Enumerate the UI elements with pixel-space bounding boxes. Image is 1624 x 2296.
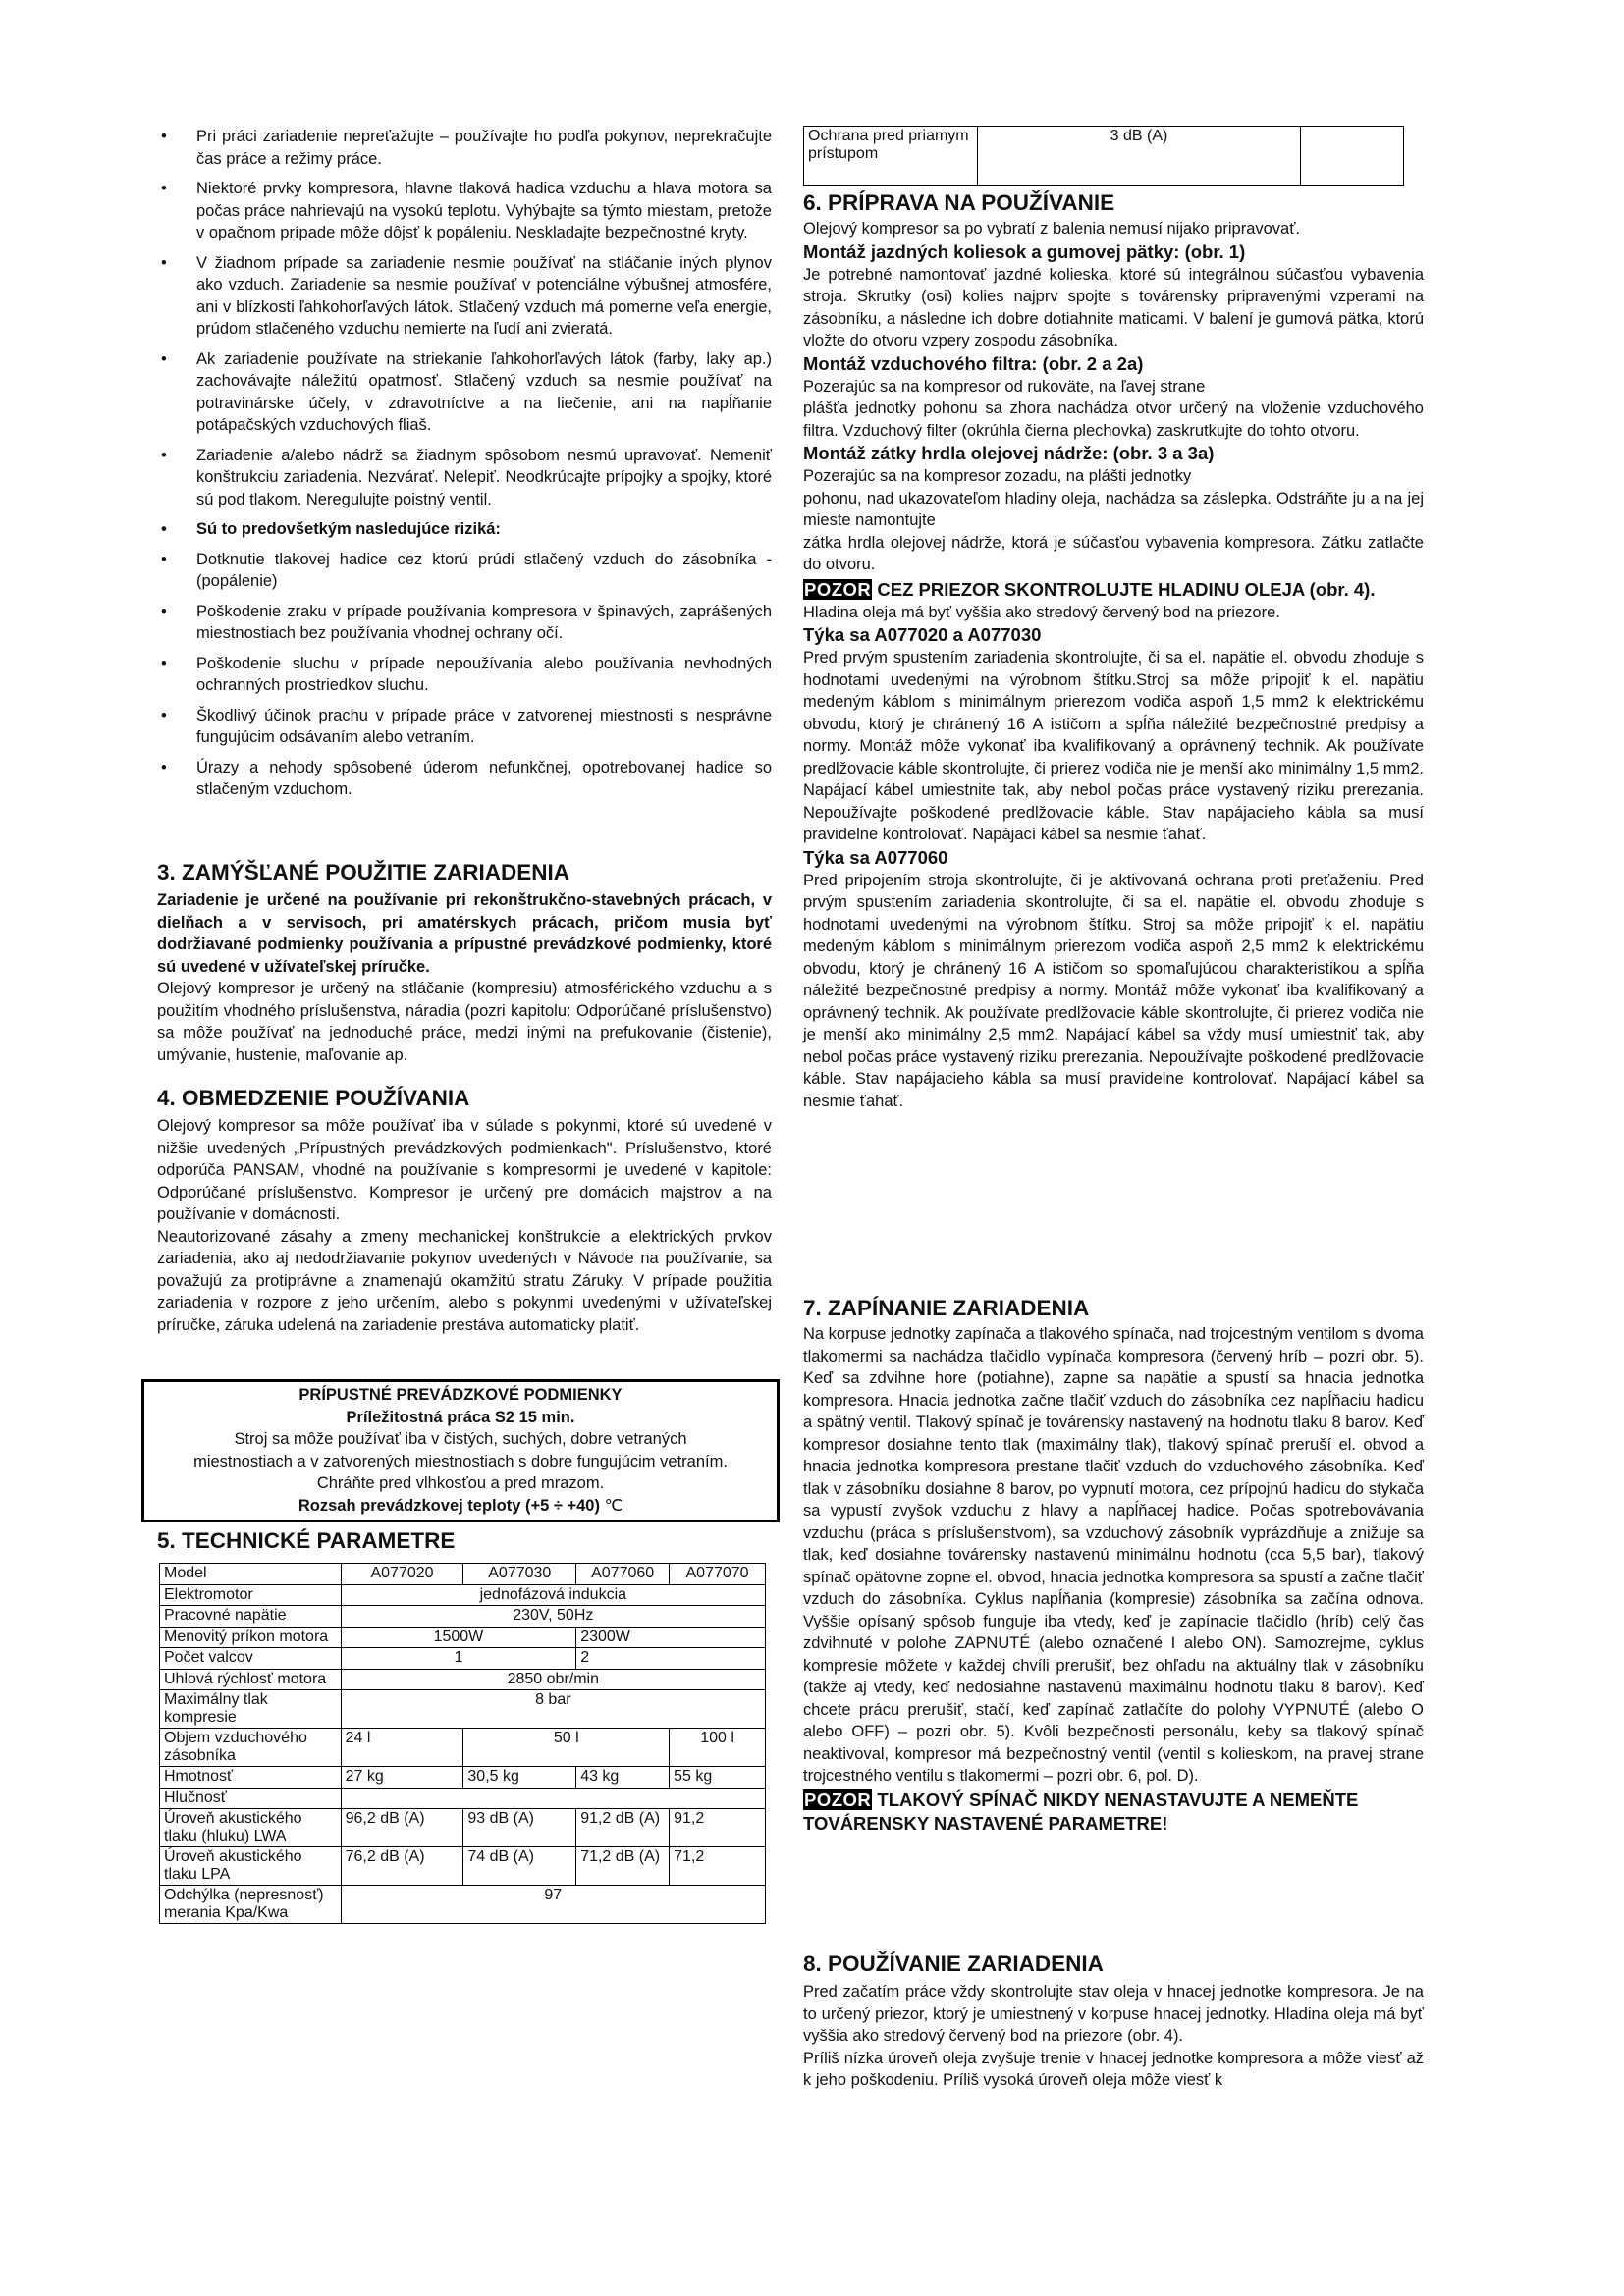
plug-text: Pozerajúc sa na kompresor zozadu, na plášti jednotky [803,467,1192,485]
oil-level-text: Hladina oleja má byť vyššia ako stredový červený bod na priezore. [803,603,1280,621]
filter-text: Pozerajúc sa na kompresor od rukoväte, na ľavej strane [803,377,1206,396]
section-switching [803,1296,1424,1836]
intended-use-bold: Zariadenie je určené na používanie pri rekonštrukčno-stavebných prácach, v dielňach a v servisoch, pri amatérskych prácach, pričom musia byť dodržiavané podmienky používania a prípustné prevádzkové podmienky, ktoré sú uvedené v užívateľskej príručke. [157,891,772,976]
table-cell: 1 [341,1648,576,1670]
safety-bullet-list [157,126,772,801]
bullet-icon: • [161,253,167,272]
table-cell: 55 kg [670,1767,766,1789]
table-cell: Odchýlka (nepresnosť) merania Kpa/Kwa [160,1886,342,1924]
section-title: 3. ZAMÝŠĽANÉ POUŽITIE ZARIADENIA [157,860,570,884]
list-item: • Poškodenie sluchu v prípade nepoužívania alebo používania nevhodných ochranných prostriedkov sluchu. [161,654,772,694]
table-cell: Úroveň akustického tlaku (hluku) LWA [160,1809,342,1847]
limitations-paragraph: Neautorizované zásahy a zmeny mechanickej konštrukcie a elektrických prvkov zariadenia, ako aj nedodržiavanie pokynov uvedených v Návode na používanie, sa považujú za protiprávne a znamenajú okamžitú stratu Záruky. V prípade použitia zariadenia v rozpore z jeho určením, alebo s pokynmi uvedenými v užívateľskej príručke, záruka udelená na zariadenie prestáva automaticky platiť. [157,1227,772,1334]
table-row [160,1767,766,1789]
section-title: 8. POUŽÍVANIE ZARIADENIA [803,1951,1104,1976]
list-item: • Zariadenie a/alebo nádrž sa žiadnym spôsobom nesmú upravovať. Nemeniť konštrukciu zariadenia. Nezvárať. Nelepiť. Neodkrúcajte prípojky a spojky, ktoré sú pod tlakom. Neregulujte poistný ventil. [161,446,772,508]
preparation-intro: Olejový kompresor sa po vybratí z balenia nemusí nijako pripravovať. [803,220,1301,238]
plug-text: pohonu, nad ukazovateľom hladiny oleja, nachádza sa záslepka. Odstráňte ju a na jej mieste namontujte [803,489,1424,529]
list-item: • Sú to predovšetkým nasledujúce riziká: [157,518,772,541]
table-cell: A077020 [341,1564,463,1585]
table-row [160,1584,766,1606]
table-row [160,1669,766,1690]
table-row [160,1729,766,1767]
section-intended-use [157,860,772,1066]
usage-paragraph: Príliš nízka úroveň oleja zvyšuje trenie v hnacej jednotke kompresora a môže viesť až k jeho poškodeniu. Príliš vysoká úroveň oleja môže viesť k [803,2049,1424,2089]
section-preparation [803,190,1424,1112]
limitations-paragraph: Olejový kompresor sa môže používať iba v súlade s pokynmi, ktoré sú uvedené v nižšie uvedených „Prípustných prevádzkových podmienkach". Príslušenstvo, ktoré odporúča PANSAM, vhodné na používanie s kompresormi je uvedené v kapitole: Odporúčané príslušenstvo. Kompresor je určený pre domácich majstrov a na používanie v domácnosti. [157,1117,772,1223]
table-cell: Maximálny tlak kompresie [160,1690,342,1729]
subsection-title: Montáž vzduchového filtra: (obr. 2 a 2a) [803,352,1144,374]
section-title: 7. ZAPÍNANIE ZARIADENIA [803,1296,1090,1320]
table-cell: 43 kg [576,1767,670,1789]
table-row [160,1788,766,1809]
table-cell: 24 l [341,1729,463,1767]
table-cell: Uhlová rýchlosť motora [160,1669,342,1690]
intended-use-text: Olejový kompresor je určený na stláčanie (kompresiu) atmosférického vzduchu a s použitím vhodného príslušenstva, náradia (pozri kapitolu: Odporúčané príslušenstvo) sa môže používať na jednoduché práce, medzi inými na prefukovanie (čistenie), umývanie, hustenie, maľovanie ap. [157,980,772,1064]
bullet-icon: • [161,758,167,776]
table-cell: Pracovné napätie [160,1606,342,1628]
table-cell: 93 dB (A) [463,1809,576,1847]
table-row [160,1809,766,1847]
table-cell: Počet valcov [160,1648,342,1670]
table-cell: 71,2 dB (A) [576,1847,670,1886]
bullet-icon: • [161,128,167,145]
table-cell: 97 [341,1886,765,1924]
table-row [804,127,1404,186]
table-cell [341,1788,765,1809]
table-cell: 76,2 dB (A) [341,1847,463,1886]
table-row [160,1627,766,1648]
table-cell: Hmotnosť [160,1767,342,1789]
switching-text: Na korpuse jednotky zapínača a tlakového spínača, nad trojcestným ventilom s dvoma tlakomermi sa nachádza tlačidlo vypínača kompresora (červený hríb – pozri obr. 5). Keď sa zdvihne hore (potiahne), zapne sa napätie a spustí sa hnacia jednotka kompresora. Hnacia jednotka začne tlačiť vzduch do zásobníka cez napĺňaciu hadicu a spätný ventil. Tlakový spínač je továrensky nastavený na hodnotu tlaku 8 barov. Keď kompresor dosiahne tento tlak (maximálny tlak), tlakový spínač preruší el. obvod a hnacia jednotka kompresora prestane tlačiť vzduch do vzduchového zásobníka. Keď tlak v zásobníku dosiahne 8 barov, po vypnutí motora, cez prípojnú hadicu do stykača sa vypustí zvyšok vzduchu z hlavy a napĺňacej hadice. Počas spotrebovávania vzduchu (práca s príslušenstvom), sa vzduchový zásobník vyprázdňuje a znižuje sa tlak, keď dosiahne továrensky nastavenú minimálnu hodnotu (cca 5,5 bar), tlakový spínač opätovne zopne el. obvod, hnacia jednotka kompresora sa spustí a začne tlačiť vzduch do zásobníka. Cyklus napĺňania (kompresie) zásobníka sa začína odnova. Vyššie opísaný spôsob funguje iba vtedy, keď je zapínacie tlačidlo (hríb) celý čas zdvihnuté v polohe ZAPNUTÉ (alebo označené I alebo ON). Samozrejme, cyklus kompresie môžete v každej chvíli prerušiť, bez ohľadu na aktuálny tlak v zásobníku (takže aj vtedy, keď nedosiahne nastavenú maximálnu hodnotu tlaku 8 barov). Keď chcete prácu prerušiť, stačí, keď zapínač zatlačíte do polohy VYPNUTÉ (alebo O alebo OFF) – pozri obr. 5). Kvôli bezpečnosti personálu, keby sa tlakový spínač neaktivoval, kompresor má bezpečnostný ventil (ventil s kolieskom, na pravej strane trojcestného ventilu s tlakomermi – pozri obr. 6, pol. D). [803,1325,1424,1785]
table-row [160,1564,766,1585]
bullet-icon: • [161,706,167,724]
section-title: 4. OBMEDZENIE POUŽÍVANIA [157,1086,470,1110]
table-cell: Ochrana pred priamym prístupom [804,127,978,186]
table-cell: Objem vzduchového zásobníka [160,1729,342,1767]
a077060-text: Pred pripojením stroja skontrolujte, či je aktivovaná ochrana proti preťaženiu. Pred prvým spustením zariadenia skontrolujte, či sa el. napätie el. obvodu zhoduje s hodnotami uvedenými na výrobnom štítku. Stroj sa môže pripojiť k el. napätiu medeným káblom s minimálnym prierezom vodiča aspoň 2,5 mm2 k elektrickému obvodu, ktorý je chránený 16 A ističom so spomaľujúcou charakteristikou a spĺňa náležité bezpečnostné predpisy a normy. Montáž môže vykonať iba kvalifikovaný a oprávnený technik. Ak používate predlžovacie káble skontrolujte, či prierez vodiča nie je menší ako minimálny 2,5 mm2. Napájací kábel sa vždy musí umiestniť tak, aby nebol počas práce vystavený riziku prerezania. Nepoužívajte poškodené predlžovacie káble. Stav napájacieho kábla sa musí pravidelne kontrolovať. Napájací kábel sa nesmie ťahať. [803,871,1424,1110]
table-cell: 1500W [341,1627,576,1648]
table-cell: 74 dB (A) [463,1847,576,1886]
table-cell: 91,2 dB (A) [576,1809,670,1847]
pozor-badge: POZOR [804,578,872,600]
section-limitations [157,1086,772,1336]
table-cell: A077060 [576,1564,670,1585]
table-cell: 230V, 50Hz [341,1606,765,1628]
section-title: 5. TECHNICKÉ PARAMETRE [157,1528,456,1553]
list-item: • Poškodenie zraku v prípade používania kompresora v špinavých, zaprášených miestnostiach bez používania vhodnej ochrany očí. [161,602,772,642]
table-cell: 2 [576,1648,766,1670]
table-cell: Menovitý príkon motora [160,1627,342,1648]
list-item: • Pri práci zariadenie nepreťažujte – používajte ho podľa pokynov, neprekračujte čas práce a režimy práce. [161,128,772,168]
table-cell: 27 kg [341,1767,463,1789]
wheels-text: Je potrebné namontovať jazdné kolieska, ktoré sú integrálnou súčasťou vybavenia stroja. Skrutky (osi) kolies najprv spojte s továrensky pripravenými vzperami na zásobníku, a následne ich dobre dotiahnite maticami. V balení je gumová pätka, ktorú vložte do otvoru vzpery zospodu zásobníka. [803,265,1424,349]
list-item: • Ak zariadenie používate na striekanie ľahkohorľavých látok (farby, laky ap.) zachovávajte náležitú opatrnosť. Stlačený vzduch sa nesmie používať na potravinárske účely, v zdravotníctve a na liečenie, ani na napĺňanie potápačských vzduchových fliaš. [161,349,772,434]
table-row [160,1606,766,1628]
table-cell: 100 l [670,1729,766,1767]
table-cell: 30,5 kg [463,1767,576,1789]
table-cell: Úroveň akustického tlaku LPA [160,1847,342,1886]
box-line: miestnostiach a v zatvorených miestnostiach s dobre fungujúcim vetraním. [193,1452,728,1470]
list-item: • V žiadnom prípade sa zariadenie nesmie používať na stláčanie iných plynov ako vzduch. Zariadenie sa nesmie používať v potenciálne výbušnej atmosfére, ani v blízkosti ľahkohorľavých látok. Stlačený vzduch má pomerne veľa energie, prúdom stlačeného vzduchu nemierte na ľudí ani zvieratá. [161,253,772,338]
table-row [160,1886,766,1924]
filter-text: plášťa jednotky pohonu sa zhora nachádza otvor určený na vloženie vzduchového filtra. Vzduchový filter (okrúhla čierna plechovka) zaskrutkujte do tohto otvoru. [803,400,1424,440]
table-cell: Hlučnosť [160,1788,342,1809]
pozor-badge: POZOR [804,1789,872,1810]
list-item: • Niektoré prvky kompresora, hlavne tlaková hadica vzduchu a hlava motora sa počas práce nahrievajú na vysokú teplotu. Vyhýbajte sa týmto miestam, pretože v opačnom prípade môže dôjsť k popáleniu. Neskladajte bezpečnostné kryty. [161,180,772,241]
bullet-icon: • [161,520,167,538]
oil-warning: POZOR CEZ PRIEZOR SKONTROLUJTE HLADINU OLEJA (obr. 4). [804,578,1376,600]
table-row [160,1847,766,1886]
section-usage [803,1951,1424,2092]
table-cell: 91,2 [670,1809,766,1847]
table-cell: 2300W [576,1627,766,1648]
bullet-icon: • [161,446,167,464]
plug-text: zátka hrdla olejovej nádrže, ktorá je súčasťou vybavenia kompresora. Zátku zatlačte do otvoru. [803,533,1424,573]
table-cell [1301,127,1404,186]
bullet-icon: • [161,349,167,368]
table-cell: Model [160,1564,342,1585]
table-cell: 2850 obr/min [341,1669,765,1690]
box-title: PRÍPUSTNÉ PREVÁDZKOVÉ PODMIENKY [298,1386,623,1404]
list-item: • Škodlivý účinok prachu v prípade práce v zatvorenej miestnosti s nesprávne fungujúcim odsávaním alebo vetraním. [161,706,772,746]
subsection-title: Týka sa A077060 [803,846,948,868]
operating-conditions-box [141,1379,780,1522]
temperature-range: Rozsah prevádzkovej teploty (+5 ÷ +40) ℃ [298,1496,623,1515]
table-cell: 50 l [463,1729,670,1767]
table-row [160,1690,766,1729]
table-cell: A077070 [670,1564,766,1585]
protection-table [803,126,1404,186]
box-subtitle: Príležitostná práca S2 15 min. [346,1408,575,1426]
bullet-icon: • [161,550,167,568]
usage-paragraph: Pred začatím práce vždy skontrolujte stav oleja v hnacej jednotke kompresora. Je na to určený priezor, ktorý je umiestnený v korpuse hnacej jednotky. Hladina oleja má byť vyššia ako stredový červený bod na priezore (obr. 4). [803,1983,1424,2045]
bullet-icon: • [161,602,167,620]
table-cell: 8 bar [341,1690,765,1729]
table-cell: Elektromotor [160,1584,342,1606]
bullet-icon: • [161,654,167,672]
subsection-title: Montáž zátky hrdla olejovej nádrže: (obr. 3 a 3a) [803,443,1215,463]
table-cell: jednofázová indukcia [341,1584,765,1606]
table-row [160,1648,766,1670]
tech-params-table [159,1563,766,1924]
list-item: • Dotknutie tlakovej hadice cez ktorú prúdi stlačený vzduch do zásobníka - (popálenie) [161,550,772,590]
box-line: Stroj sa môže používať iba v čistých, suchých, dobre vetraných [234,1430,687,1448]
box-line: Chráňte pred vlhkosťou a pred mrazom. [316,1474,605,1492]
table-cell: 71,2 [670,1847,766,1886]
subsection-title: Montáž jazdných koliesok a gumovej pätky: (obr. 1) [803,240,1246,262]
subsection-title: Týka sa A077020 a A077030 [803,624,1042,645]
bullet-icon: • [161,180,167,197]
table-cell: 3 dB (A) [977,127,1300,186]
section-title: 6. PRÍPRAVA NA POUŽÍVANIE [803,190,1115,215]
table-cell: A077030 [463,1564,576,1585]
pressure-switch-warning: POZOR TLAKOVÝ SPÍNAČ NIKDY NENASTAVUJTE A NEMEŇTE TOVÁRENSKY NASTAVENÉ PARAMETRE! [803,1789,1359,1834]
table-cell: 96,2 dB (A) [341,1809,463,1847]
a077020-text: Pred prvým spustením zariadenia skontrolujte, či sa el. napätie el. obvodu zhoduje s hodnotami uvedenými na výrobnom štítku.Stroj sa môže pripojiť k el. napätiu medeným káblom s minimálnym prierezom vodiča aspoň 1,5 mm2 k elektrickému obvodu, ktorý je chránený 16 A ističom a spĺňa náležité bezpečnostné predpisy a normy. Montáž môže vykonať iba kvalifikovaný a oprávnený technik. Ak používate predlžovacie káble skontrolujte, či prierez vodiča nie je menší ako minimálny 1,5 mm2. Napájací kábel umiestnite tak, aby nebol počas práce vystavený riziku prerezania. Nepoužívajte poškodené predlžovacie káble. Stav napájacieho kábla sa musí pravidelne kontrolovať. Napájací kábel sa nesmie ťahať. [803,649,1424,843]
list-item: • Úrazy a nehody spôsobené úderom nefunkčnej, opotrebovanej hadice so stlačeným vzduchom. [161,758,772,798]
